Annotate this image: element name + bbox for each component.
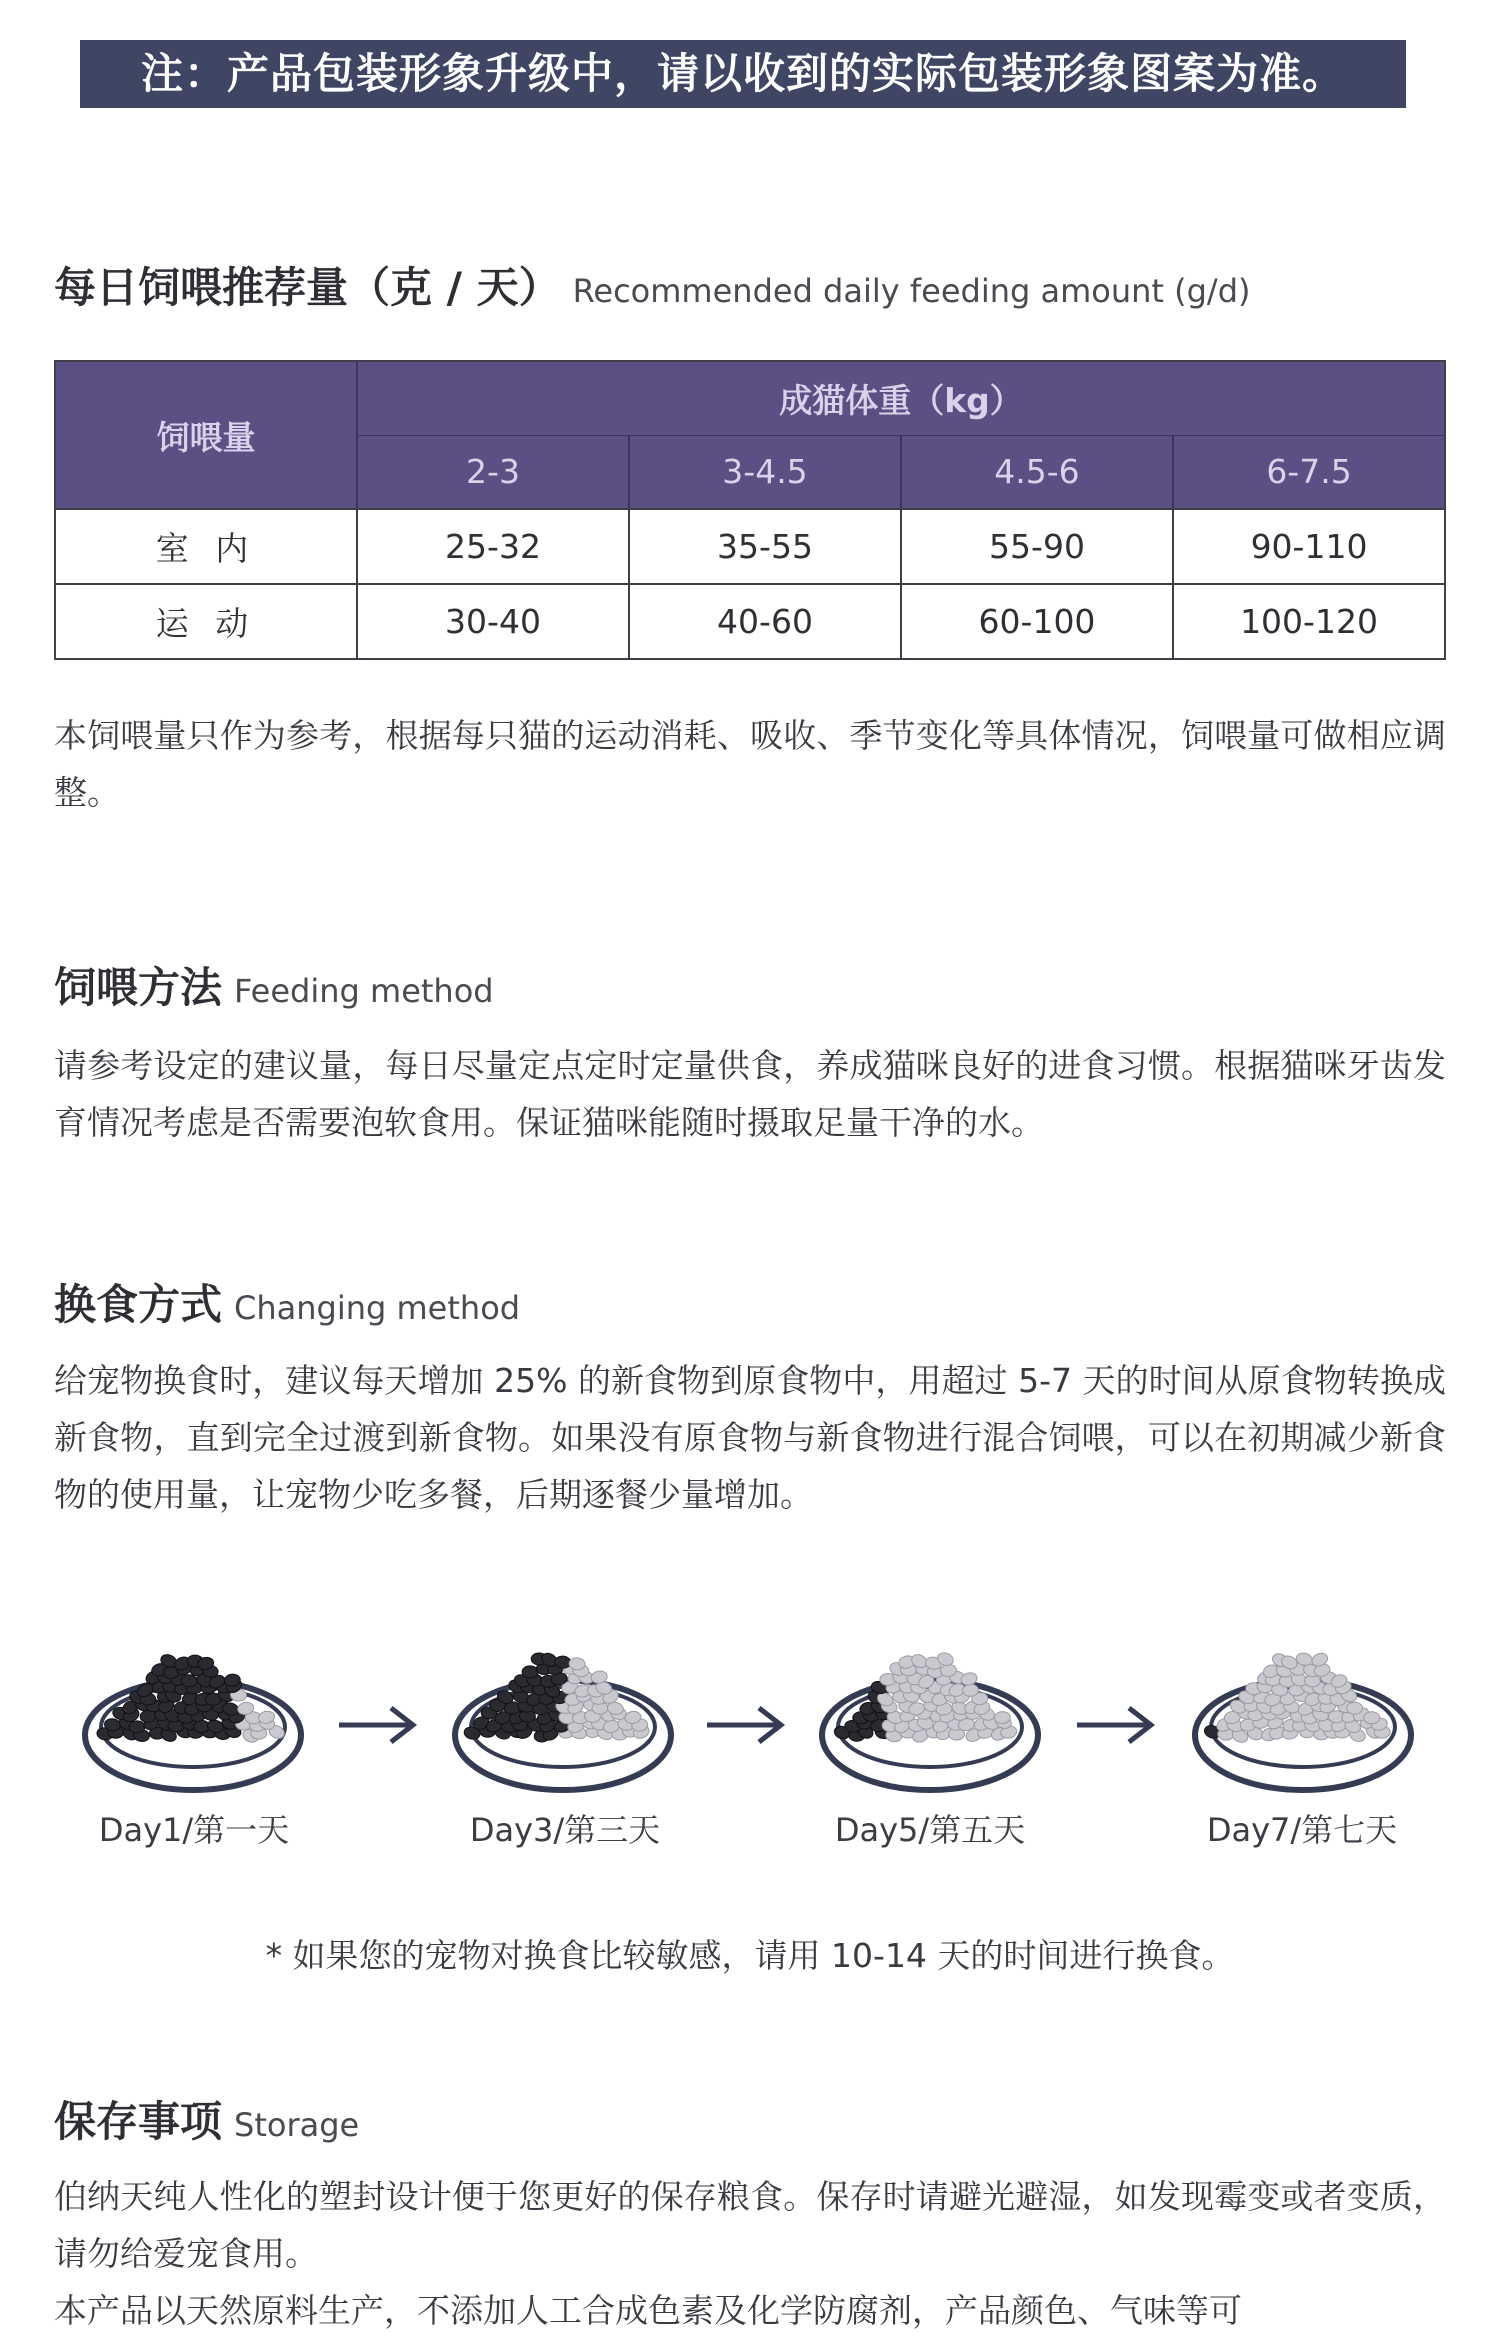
feeding-method-title-zh: 饲喂方法 bbox=[54, 963, 223, 1012]
new-kibble bbox=[962, 1684, 978, 1697]
changing-method-heading bbox=[54, 1272, 520, 1332]
feeding-method-text: 请参考设定的建议量，每日尽量定点定时定量供食，养成猫咪良好的进食习惯。根据猫咪牙齿发育情况考虑是否需要泡软食用。保证猫咪能随时摄取足量干净的水。 bbox=[54, 1046, 1446, 1142]
feeding-amount-heading bbox=[54, 255, 1250, 315]
table-cell: 55-90 bbox=[901, 509, 1173, 584]
arrow-right-icon bbox=[1073, 1700, 1159, 1750]
arrow-right-icon bbox=[335, 1700, 421, 1750]
table-weight-header: 2-3 bbox=[357, 435, 629, 509]
new-kibble bbox=[1364, 1712, 1380, 1724]
table-weight-header: 4.5-6 bbox=[901, 435, 1173, 509]
table-row-label: 运 动 bbox=[55, 584, 357, 659]
day-label: Day3/第三天 bbox=[469, 1811, 661, 1849]
feeding-amount-title-zh: 每日饲喂推荐量（克 / 天） bbox=[54, 263, 561, 312]
table-row-header: 饲喂量 bbox=[55, 361, 357, 509]
bowl-icon bbox=[78, 1615, 308, 1800]
arrow-right-icon bbox=[703, 1700, 789, 1750]
table-weight-header: 3-4.5 bbox=[629, 435, 901, 509]
storage-heading bbox=[54, 2089, 359, 2149]
storage-text: 伯纳天纯人性化的塑封设计便于您更好的保存粮食。保存时请避光避湿，如发现霉变或者变质，请勿给爱宠食用。 bbox=[54, 2177, 1446, 2273]
packaging-notice-banner: 注：产品包装形象升级中，请以收到的实际包装形象图案为准。 bbox=[80, 40, 1406, 108]
changing-method-title-en: Changing method bbox=[234, 1289, 521, 1327]
table-cell: 35-55 bbox=[629, 509, 901, 584]
table-weight-header: 6-7.5 bbox=[1173, 435, 1445, 509]
storage-title-zh: 保存事项 bbox=[54, 2097, 223, 2146]
table-cell: 25-32 bbox=[357, 509, 629, 584]
table-cell: 60-100 bbox=[901, 584, 1173, 659]
table-row bbox=[55, 584, 1445, 659]
old-kibble bbox=[522, 1665, 539, 1678]
day-label: Day5/第五天 bbox=[834, 1811, 1026, 1849]
new-kibble bbox=[1346, 1702, 1362, 1715]
storage-text-continued: 本产品以天然原料生产，不添加人工合成色素及化学防腐剂，产品颜色、气味等可 bbox=[54, 2291, 1242, 2330]
table-cell: 90-110 bbox=[1173, 509, 1445, 584]
table-cell: 40-60 bbox=[629, 584, 901, 659]
table-cell: 100-120 bbox=[1173, 584, 1445, 659]
changing-method-title-zh: 换食方式 bbox=[54, 1280, 223, 1329]
changing-method-text: 给宠物换食时，建议每天增加 25% 的新食物到原食物中，用超过 5-7 天的时间从原食物转换成新食物，直到完全过渡到新食物。如果没有原食物与新食物进行混合饲喂，可以在初期减少新食物的使用量，让宠物少吃多餐，后期逐餐少量增加。 bbox=[54, 1361, 1446, 1514]
day-label: Day7/第七天 bbox=[1206, 1811, 1398, 1849]
bowl-icon bbox=[448, 1615, 678, 1800]
table-cell: 30-40 bbox=[357, 584, 629, 659]
feeding-amount-title-en: Recommended daily feeding amount (g/d) bbox=[572, 272, 1251, 310]
sensitive-pet-note: * 如果您的宠物对换食比较敏感，请用 10-14 天的时间进行换食。 bbox=[265, 1936, 1235, 1975]
table-weight-group-header: 成猫体重（kg） bbox=[357, 361, 1445, 435]
bowl-icon bbox=[1188, 1615, 1418, 1800]
feeding-method-title-en: Feeding method bbox=[234, 972, 494, 1010]
day-label: Day1/第一天 bbox=[98, 1811, 290, 1849]
bowl-icon bbox=[815, 1615, 1045, 1800]
feeding-amount-table bbox=[54, 360, 1446, 660]
old-kibble bbox=[181, 1674, 198, 1687]
table-row bbox=[55, 509, 1445, 584]
storage-title-en: Storage bbox=[234, 2106, 360, 2144]
feeding-amount-note: 本饲喂量只作为参考，根据每只猫的运动消耗、吸收、季节变化等具体情况，饲喂量可做相应调整。 bbox=[54, 716, 1446, 812]
table-row-label: 室 内 bbox=[55, 509, 357, 584]
feeding-method-heading bbox=[54, 955, 494, 1015]
